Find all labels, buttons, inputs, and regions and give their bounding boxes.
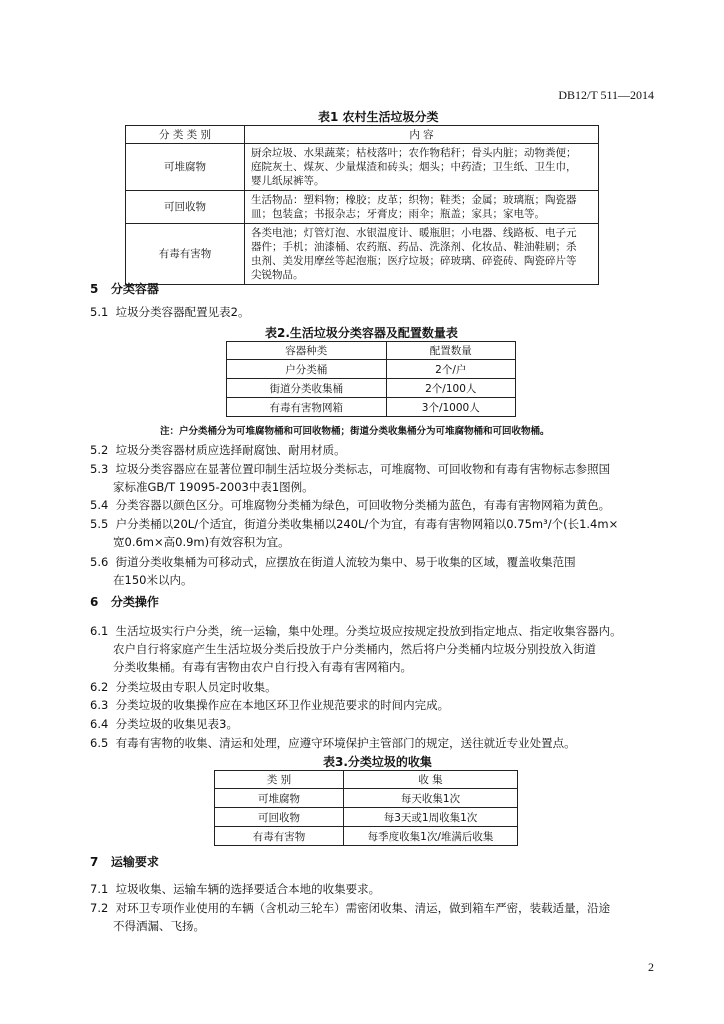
clause-text: 垃圾分类容器配置见表2。 xyxy=(115,305,250,319)
section-number: 5 xyxy=(90,282,99,296)
table1-line: 庭院灰土、煤灰、少量煤渣和砖头；烟头；中药渣；卫生纸、卫生巾， xyxy=(251,161,577,173)
clause-number: 6.2 xyxy=(90,680,109,694)
table-row xyxy=(126,144,599,191)
table1-cat: 可回收物 xyxy=(126,191,245,224)
table1 xyxy=(125,125,599,285)
clause-number: 5.2 xyxy=(90,443,109,457)
table-cell: 有毒有害物网箱 xyxy=(227,398,387,417)
section-5-heading xyxy=(90,280,159,297)
table2-caption: 表2.生活垃圾分类容器及配置数量表 xyxy=(265,326,458,340)
clause-6-1-cont: 农户自行将家庭产生生活垃圾分类后投放于户分类桶内，然后将户分类桶内垃圾分别投放入街道 xyxy=(113,642,596,656)
table-row xyxy=(227,360,516,379)
clause-text: 垃圾收集、运输车辆的选择要适合本地的收集要求。 xyxy=(115,882,381,896)
clause-5-1 xyxy=(90,303,660,321)
table-cell: 每天收集1次 xyxy=(344,789,518,808)
table-cell: 街道分类收集桶 xyxy=(227,379,387,398)
clause-6-1 xyxy=(90,622,660,640)
table1-line: 厨余垃圾、水果蔬菜；枯枝落叶；农作物秸秆；骨头内脏；动物粪便； xyxy=(251,147,577,159)
clause-number: 7.1 xyxy=(90,882,109,896)
table-row xyxy=(215,789,518,808)
clause-number: 5.5 xyxy=(90,517,109,531)
table1-caption: 表1 农村生活垃圾分类 xyxy=(318,110,439,124)
table-row xyxy=(215,827,518,846)
table-cell: 每3天或1周收集1次 xyxy=(344,808,518,827)
table1-header-category: 分 类 类 别 xyxy=(126,126,245,144)
table1-line: 生活物品：塑料物；橡胶；皮革；织物；鞋类；金属；玻璃瓶；陶瓷器 xyxy=(251,194,577,206)
clause-text: 街道分类收集桶为可移动式，应摆放在街道人流较为集中、易于收集的区域，覆盖收集范围 xyxy=(115,555,576,569)
table-row xyxy=(126,224,599,285)
clause-6-5 xyxy=(90,734,660,752)
section-title: 分类容器 xyxy=(110,282,159,296)
clause-number: 7.2 xyxy=(90,901,109,915)
clause-number: 6.1 xyxy=(90,624,109,638)
table1-line: 皿；包装盒；书报杂志；牙膏皮；雨伞；瓶盖；家具；家电等。 xyxy=(251,208,545,220)
standard-code: DB12/T 511—2014 xyxy=(558,88,654,102)
table1-line: 器件；手机；油漆桶、农药瓶、药品、洗涤剂、化妆品、鞋油鞋刷；杀 xyxy=(251,241,577,253)
section-7-heading xyxy=(90,853,159,870)
table1-line: 各类电池；灯管灯泡、水银温度计、暖瓶胆；小电器、线路板、电子元 xyxy=(251,227,577,239)
clause-6-3 xyxy=(90,696,660,714)
table-row xyxy=(215,808,518,827)
table2-header: 容器种类 xyxy=(227,342,387,360)
table-row xyxy=(126,191,599,224)
table1-line: 虫剂、美发用摩丝等起泡瓶；医疗垃圾；碎玻璃、碎瓷砖、陶瓷碎片等 xyxy=(251,255,577,267)
clause-text: 户分类桶以20L/个适宜，街道分类收集桶以240L/个为宜，有毒有害物网箱以0.75m³/个(长1.4m× xyxy=(115,517,619,531)
table2 xyxy=(226,341,516,417)
table-cell: 2个/100人 xyxy=(386,379,515,398)
table-cell: 3个/1000人 xyxy=(386,398,515,417)
clause-text: 分类垃圾的收集操作应在本地区环卫作业规范要求的时间内完成。 xyxy=(115,698,450,712)
clause-7-2-cont: 不得洒漏、飞扬。 xyxy=(113,919,205,933)
table2-note: 注：户分类桶分为可堆腐物桶和可回收物桶；街道分类收集桶分为可堆腐物桶和可回收物桶。 xyxy=(160,426,550,437)
table-cell: 有毒有害物 xyxy=(215,827,344,846)
table3 xyxy=(214,770,518,846)
clause-text: 生活垃圾实行户分类，统一运输，集中处理。分类垃圾应按规定投放到指定地点、指定收集容器内。 xyxy=(115,624,622,638)
table-row xyxy=(227,398,516,417)
clause-6-1-cont: 分类收集桶。有毒有害物由农户自行投入有毒有害网箱内。 xyxy=(113,660,412,674)
clause-number: 6.4 xyxy=(90,717,109,731)
clause-5-6-cont: 在150米以内。 xyxy=(113,573,193,587)
clause-text: 分类垃圾的收集见表3。 xyxy=(115,717,238,731)
table2-header: 配置数量 xyxy=(386,342,515,360)
clause-number: 5.1 xyxy=(90,305,109,319)
clause-text: 垃圾分类容器材质应选择耐腐蚀、耐用材质。 xyxy=(115,443,346,457)
table3-header: 类 别 xyxy=(215,771,344,789)
table3-header: 收 集 xyxy=(344,771,518,789)
table1-line: 婴儿纸尿裤等。 xyxy=(251,175,325,187)
clause-text: 有毒有害物的收集、清运和处理，应遵守环境保护主管部门的规定，送往就近专业处置点。 xyxy=(115,736,576,750)
table3-caption: 表3.分类垃圾的收集 xyxy=(323,755,432,769)
clause-6-4 xyxy=(90,715,660,733)
table-cell: 2个/户 xyxy=(386,360,515,379)
clause-6-2 xyxy=(90,678,660,696)
section-6-heading xyxy=(90,593,159,610)
section-title: 分类操作 xyxy=(110,595,159,609)
clause-5-4 xyxy=(90,496,660,514)
table1-line: 尖锐物品。 xyxy=(251,269,304,281)
clause-number: 5.4 xyxy=(90,498,109,512)
clause-5-3 xyxy=(90,460,660,478)
table-cell: 可回收物 xyxy=(215,808,344,827)
clause-7-2 xyxy=(90,899,660,917)
clause-7-1 xyxy=(90,880,660,898)
table1-cat: 有毒有害物 xyxy=(126,224,245,285)
clause-5-6 xyxy=(90,553,660,571)
clause-text: 分类容器以颜色区分。可堆腐物分类桶为绿色，可回收物分类桶为蓝色，有毒有害物网箱为黄色。 xyxy=(115,498,611,512)
table1-header-content: 内 容 xyxy=(245,126,599,144)
table-cell: 每季度收集1次/堆满后收集 xyxy=(344,827,518,846)
clause-number: 6.3 xyxy=(90,698,109,712)
clause-text: 对环卫专项作业使用的车辆（含机动三轮车）需密闭收集、清运，做到箱车严密，装载适量，沿途 xyxy=(115,901,611,915)
clause-number: 5.3 xyxy=(90,462,109,476)
clause-5-3-cont: 家标准GB/T 19095-2003中表1图例。 xyxy=(113,480,314,494)
clause-number: 6.5 xyxy=(90,736,109,750)
clause-text: 分类垃圾由专职人员定时收集。 xyxy=(115,680,277,694)
table1-cat: 可堆腐物 xyxy=(126,144,245,191)
clause-number: 5.6 xyxy=(90,555,109,569)
table-row xyxy=(227,379,516,398)
section-title: 运输要求 xyxy=(110,855,159,869)
table-cell: 可堆腐物 xyxy=(215,789,344,808)
table-cell: 户分类桶 xyxy=(227,360,387,379)
clause-5-2 xyxy=(90,441,660,459)
page-number: 2 xyxy=(648,960,654,974)
clause-5-5-cont: 宽0.6m×高0.9m)有效容积为宜。 xyxy=(113,535,290,549)
section-number: 7 xyxy=(90,855,99,869)
clause-5-5 xyxy=(90,515,660,533)
section-number: 6 xyxy=(90,595,99,609)
clause-text: 垃圾分类容器应在显著位置印制生活垃圾分类标志，可堆腐物、可回收物和有毒有害物标志参照国 xyxy=(115,462,611,476)
